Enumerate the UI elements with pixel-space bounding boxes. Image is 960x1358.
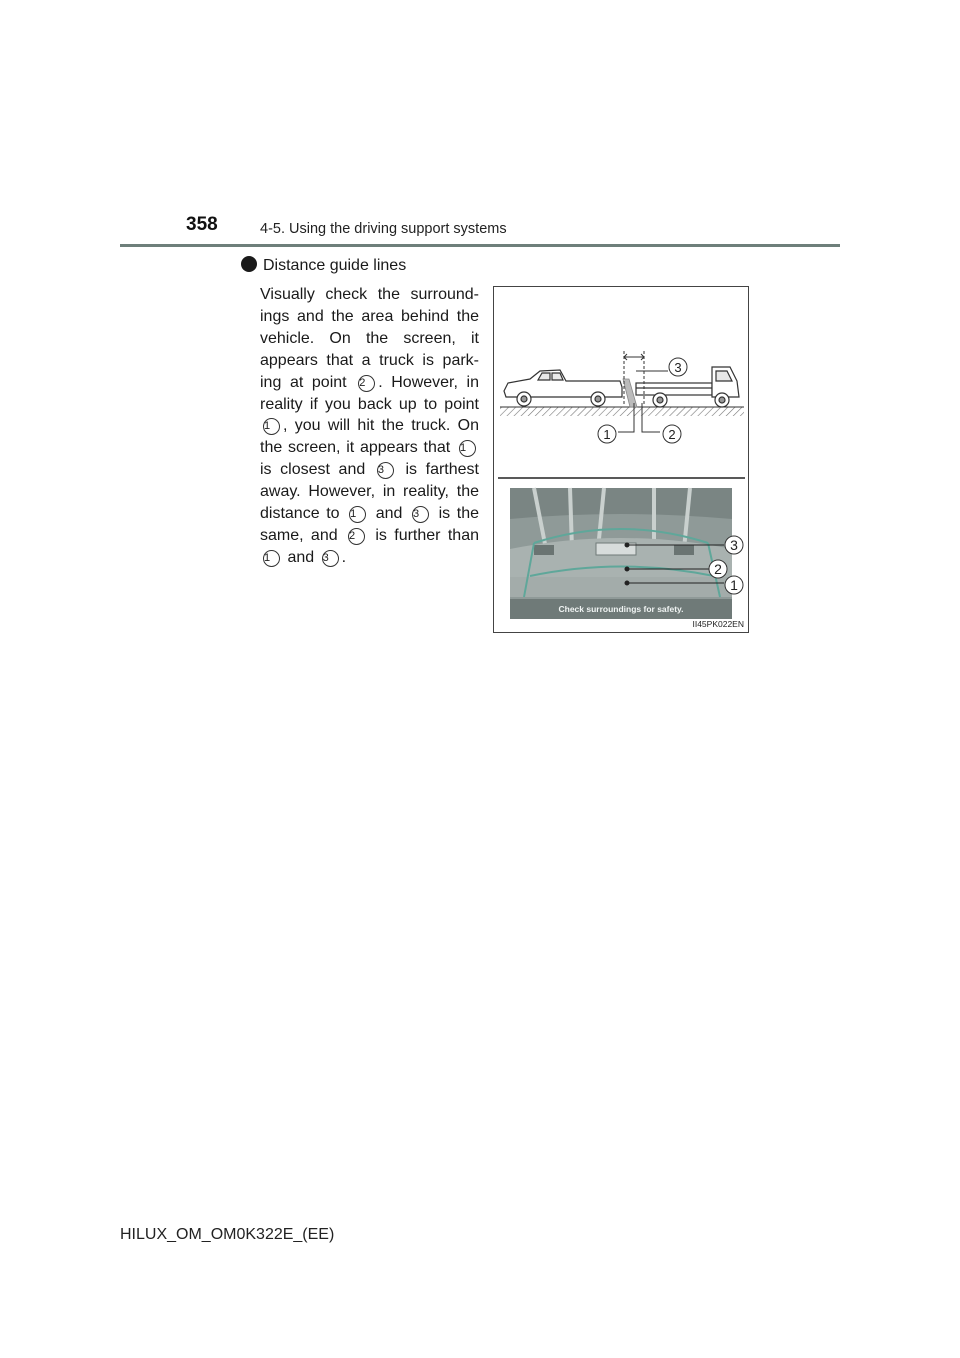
body-line bbox=[260, 284, 479, 306]
callout-number-icon: 1 bbox=[263, 418, 280, 435]
callout-1-bottom: 1 bbox=[730, 577, 738, 593]
body-line bbox=[260, 503, 479, 525]
body-line bbox=[260, 481, 479, 503]
callout-2-top: 2 bbox=[668, 427, 676, 442]
body-line bbox=[260, 328, 479, 350]
body-text-run: ings and the area behind the bbox=[260, 307, 479, 325]
pickup-truck-icon bbox=[504, 370, 622, 406]
body-text-run: vehicle. On the screen, it bbox=[260, 329, 479, 347]
body-text-run: ing at point bbox=[260, 373, 356, 391]
body-line bbox=[260, 547, 479, 569]
footer-doc-id: HILUX_OM_OM0K322E_(EE) bbox=[120, 1226, 335, 1243]
body-text-run: away. However, in reality, the bbox=[260, 483, 479, 501]
body-line bbox=[260, 306, 479, 328]
body-text-run: distance to bbox=[260, 505, 347, 523]
illustration bbox=[493, 286, 749, 633]
body-line bbox=[260, 350, 479, 372]
page-number: 358 bbox=[186, 214, 218, 235]
callout-1-top: 1 bbox=[603, 427, 611, 442]
illustration-drawing bbox=[494, 287, 750, 634]
header-rule bbox=[120, 244, 840, 247]
callout-number-icon: 2 bbox=[348, 528, 365, 545]
body-text-run: reality if you back up to point bbox=[260, 395, 479, 413]
body-text-run: is farthest bbox=[396, 461, 479, 479]
callout-3-bottom: 3 bbox=[730, 537, 738, 553]
body-line bbox=[260, 525, 479, 547]
body-line bbox=[260, 415, 479, 437]
callout-number-icon: 2 bbox=[358, 375, 375, 392]
body-text-run: , you will hit the truck. On bbox=[283, 417, 479, 435]
body-text-run: . bbox=[341, 548, 347, 566]
callout-number-icon: 3 bbox=[322, 550, 339, 567]
bullet-icon bbox=[241, 256, 257, 272]
body-text-run: and bbox=[369, 505, 410, 523]
section-title: 4-5. Using the driving support systems bbox=[260, 221, 507, 237]
ground-hatch bbox=[500, 407, 744, 416]
body-line bbox=[260, 459, 479, 481]
body-paragraph bbox=[260, 284, 479, 569]
body-text-run: the screen, it appears that bbox=[260, 439, 456, 457]
body-text-run: . However, in bbox=[378, 373, 479, 391]
body-text-run: is further than bbox=[367, 526, 479, 544]
callout-3-top: 3 bbox=[674, 360, 682, 375]
body-text-run: is the bbox=[432, 505, 479, 523]
body-line bbox=[260, 437, 479, 459]
callout-number-icon: 3 bbox=[377, 462, 394, 479]
camera-view-cone bbox=[623, 379, 637, 407]
body-line bbox=[260, 394, 479, 416]
body-text-run: appears that a truck is park- bbox=[260, 351, 479, 369]
camera-message: Check surroundings for safety. bbox=[558, 604, 684, 614]
figure-code: II45PK022EN bbox=[692, 619, 744, 629]
heading-text: Distance guide lines bbox=[263, 257, 407, 274]
callout-2-bottom: 2 bbox=[714, 561, 722, 577]
callout-number-icon: 1 bbox=[459, 440, 476, 457]
callout-number-icon: 3 bbox=[412, 506, 429, 523]
body-text-run: same, and bbox=[260, 526, 345, 544]
body-text-run: is closest and bbox=[260, 461, 374, 479]
callout-number-icon: 1 bbox=[263, 550, 280, 567]
callout-number-icon: 1 bbox=[349, 506, 366, 523]
body-text-run: and bbox=[283, 548, 319, 566]
flatbed-truck-icon bbox=[636, 367, 739, 407]
body-text-run: Visually check the surround- bbox=[260, 286, 479, 303]
subsection-heading bbox=[241, 256, 406, 275]
body-line bbox=[260, 372, 479, 394]
